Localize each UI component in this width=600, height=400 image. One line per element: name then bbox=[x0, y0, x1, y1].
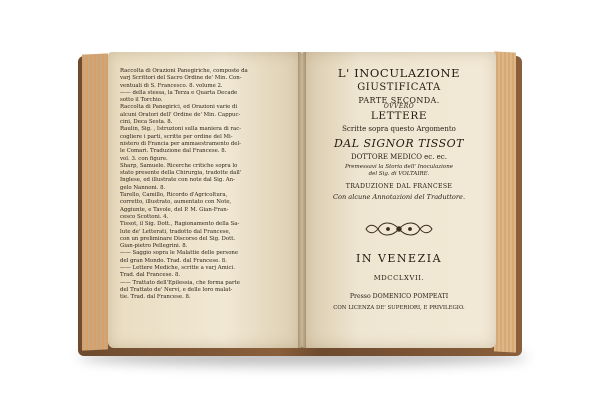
title-page bbox=[302, 52, 496, 348]
author-name: DAL SIGNOR TISSOT bbox=[333, 137, 465, 150]
lettere-heading: LETTERE bbox=[370, 110, 428, 122]
book-subtitle: GIUSTIFICATA bbox=[357, 82, 441, 93]
annotations-note: Con alcune Annotazioni del Traduttore. bbox=[332, 193, 466, 201]
license-line: CON LICENZA DE' SUPERIORI, E PRIVILEGIO. bbox=[333, 305, 465, 311]
open-antique-book bbox=[70, 48, 530, 363]
scritte-line: Scritte sopra questo Argomento bbox=[342, 125, 456, 133]
part-label: PARTE SECONDA. bbox=[358, 96, 440, 105]
book-title: L' INOCULAZIONE bbox=[337, 66, 461, 80]
imprint-city: IN VENEZIA bbox=[355, 252, 443, 265]
page-edges-right bbox=[494, 51, 516, 352]
ovvero-label: OVVERO bbox=[383, 103, 415, 110]
page-edges-left bbox=[82, 53, 108, 350]
translation-note: TRADUZIONE DAL FRANCESE bbox=[345, 183, 453, 190]
book-catalogue-text: Raccolta di Orazioni Panegiriche, composte da varj Scrittori del Sacro Ordine de' Min. Con- ventuali di S. Francesco. 8. volume 2. —— della stessa, la Terza e Quarta Decade sotto il Torchio. Raccolta di Panegirici, ed Orazioni varie di alcuni Oratori dell' Ordine de' Min. Cappuc- cini, Deca Sesta. 8. Raulin, Sig. , Istruzioni sulla maniera di rac- cogliere i parti, scritte per ordine del Mi- nistero di Francia per ammaestramento del- le Comari. Traduzione dal Francese. 8. vol. 3. con figure. Sharp, Samuele. Ricerche critiche sopra lo stato presente della Chirurgia, tradotte dall' Inglese, ed illustrate con note dal Sig. An- gelo Nannoni. 8. Tarello, Camillo, Ricordo d'Agricoltura, corretto, illustrato, aumentato con Note, Aggiunte, e Tavole, del P. M. Gian-Fran- cesco Scottoni. 4. Tissot, il Sig. Dott., Ragionamento della Sa- lute de' Letterati, tradotto dal Francese, con un preliminare Discorso del Sig. Dott. Gian-pietro Pellegrini. 8. —— Saggio sopra le Malattie delle persone del gran Mondo. Trad. dal Francese. 8. —— Lettere Mediche, scritte a varj Amici. Trad. dal Francese. 8. —— Trattato dell'Epilessia, che forma parte del Trattato de' Nervi, e delle loro malat- tie. Trad. dal Francese. 8. bbox=[120, 68, 248, 301]
premessavi-note: Premessavi la Storia dell' Inoculazione del Sig. di VOLTAIRE. bbox=[344, 164, 454, 177]
printers-ornament bbox=[364, 220, 434, 238]
author-degree: DOTTORE MEDICO ec. ec. bbox=[351, 153, 447, 161]
imprint-year: MDCCLXVII. bbox=[373, 274, 425, 282]
book-gutter bbox=[298, 52, 306, 348]
printer-name: Presso DOMENICO POMPEATI bbox=[349, 293, 449, 300]
left-page bbox=[108, 52, 302, 348]
